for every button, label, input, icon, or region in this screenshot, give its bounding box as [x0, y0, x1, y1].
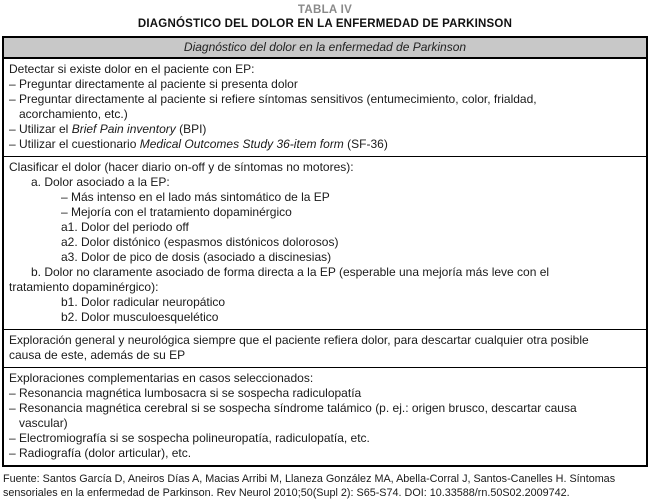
table-row-line: tratamiento dopaminérgico):	[9, 280, 159, 294]
table-row-line: – Resonancia magnética cerebral si se sospecha síndrome talámico (p. ej.: origen brusco, descartar causa	[9, 401, 577, 415]
table-row-line: – Preguntar directamente al paciente si refiere síntomas sensitivos (entumecimiento, color, frialdad,	[9, 92, 537, 106]
table-caption	[0, 0, 650, 32]
table-row-line: Exploraciones complementarias en casos seleccionados:	[9, 371, 314, 385]
table-row-clasificar-dolor	[4, 156, 646, 329]
table-row-line: b. Dolor no claramente asociado de forma directa a la EP (esperable una mejoría más leve con el	[31, 265, 550, 279]
table-row-line: a. Dolor asociado a la EP:	[31, 175, 170, 189]
table-row-line: vascular)	[19, 416, 68, 430]
table-number-label: TABLA IV	[297, 4, 353, 16]
table-row-exploracion-general	[4, 329, 646, 367]
table-row-line: a2. Dolor distónico (espasmos distónicos dolorosos)	[61, 235, 339, 249]
table-row-line: – Resonancia magnética lumbosacra si se sospecha radiculopatía	[9, 386, 362, 400]
table-row-line: – Utilizar el Brief Pain inventory (BPI)	[9, 122, 207, 136]
table-body	[4, 59, 646, 465]
table-row-line: – Utilizar el cuestionario Medical Outcomes Study 36-item form (SF-36)	[9, 137, 388, 151]
source-note	[0, 467, 650, 500]
diagnosis-table	[2, 36, 648, 467]
table-row-line: Exploración general y neurológica siempre que el paciente refiera dolor, para descartar cualquier otra posible	[9, 333, 589, 347]
table-row-line: – Radiografía (dolor articular), etc.	[9, 446, 192, 460]
source-note-line: sensoriales en la enfermedad de Parkinson. Rev Neurol 2010;50(Supl 2): S65-S74. DOI: 10.33588/rn.50S02.2009742.	[3, 487, 570, 499]
source-note-line: Fuente: Santos García D, Aneiros Días A, Macias Arribi M, Llaneza González MA, Abella-Corral J, Santos-Canelles H. Síntomas	[3, 473, 616, 485]
table-row-line: Clasificar el dolor (hacer diario on-off y de síntomas no motores):	[9, 160, 354, 174]
table-row-line: a1. Dolor del periodo off	[61, 220, 189, 234]
table-row-line: Detectar si existe dolor en el paciente con EP:	[9, 62, 255, 76]
table-row-line: a3. Dolor de pico de dosis (asociado a discinesias)	[61, 250, 332, 264]
table-row-line: b1. Dolor radicular neuropático	[61, 295, 226, 309]
table-row-exploraciones-complementarias	[4, 367, 646, 465]
table-row-line: – Preguntar directamente al paciente si presenta dolor	[9, 77, 298, 91]
table-row-line: – Electromiografía si se sospecha polineuropatía, radiculopatía, etc.	[9, 431, 370, 445]
table-row-line: acorchamiento, etc.)	[19, 107, 128, 121]
table-row-line: – Mejoría con el tratamiento dopaminérgico	[61, 205, 292, 219]
table-row-line: b2. Dolor musculoesquelético	[61, 310, 219, 324]
table-row-detectar-dolor	[4, 59, 646, 156]
table-row-line: causa de este, además de su EP	[9, 348, 186, 362]
table-row-line: – Más intenso en el lado más sintomático de la EP	[61, 190, 330, 204]
table-header-row: Diagnóstico del dolor en la enfermedad de Parkinson	[4, 38, 646, 59]
table-title: DIAGNÓSTICO DEL DOLOR EN LA ENFERMEDAD DE PARKINSON	[137, 18, 513, 30]
